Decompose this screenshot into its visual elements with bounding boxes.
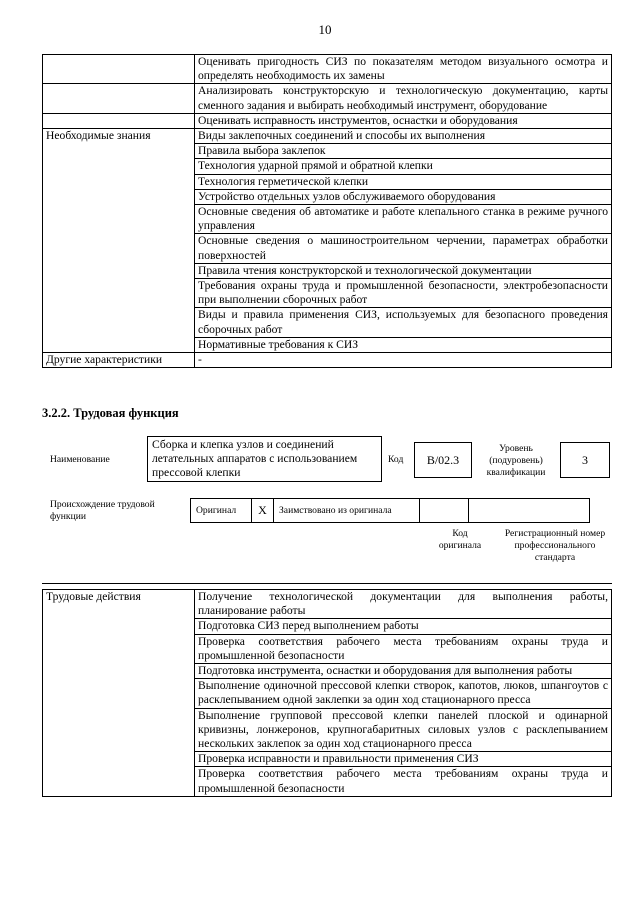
table-cell: Основные сведения о машиностроительном черчении, параметрах обработки поверхностей xyxy=(195,234,612,263)
page-number: 10 xyxy=(318,22,332,37)
code-original-cell xyxy=(419,498,469,523)
borrowed-cell: Заимствовано из оригинала xyxy=(273,498,420,523)
table-cell: Проверка соответствия рабочего места требованиям охраны труда и промышленной безопасности xyxy=(195,767,612,796)
knowledge-label: Необходимые знания xyxy=(43,129,195,353)
function-name-box: Сборка и клепка узлов и соединений летательных аппаратов с использованием прессовой клепки xyxy=(147,436,382,482)
table-cell: Получение технологической документации для выполнения работы, планирование работы xyxy=(195,590,612,619)
reg-number-caption: Регистрационный номер профессионального стандарта xyxy=(504,528,606,563)
labor-actions-table xyxy=(42,589,612,797)
table-cell: Оценивать исправность инструментов, оснастки и оборудования xyxy=(195,113,612,128)
table-label-cell xyxy=(43,113,195,128)
table-cell: Виды заклепочных соединений и способы их выполнения xyxy=(195,129,612,144)
table-row xyxy=(43,55,612,84)
skills-knowledge-table xyxy=(42,54,612,368)
table-cell: Анализировать конструкторскую и технологическую документацию, карты сменного задания и выбирать необходимый инструмент, оборудование xyxy=(195,84,612,113)
table-cell: Подготовка СИЗ перед выполнением работы xyxy=(195,619,612,634)
table-label-cell xyxy=(43,55,195,84)
code-label: Код xyxy=(388,454,404,465)
code-original-caption: Код оригинала xyxy=(438,528,482,551)
table-row xyxy=(43,353,612,368)
original-mark: X xyxy=(251,498,274,523)
table-row xyxy=(43,590,612,619)
table-cell: Виды и правила применения СИЗ, используемых для безопасного проведения сборочных работ xyxy=(195,308,612,337)
origin-label: Происхождение трудовой функции xyxy=(50,499,155,522)
labor-actions-label: Трудовые действия xyxy=(43,590,195,797)
table-cell: Проверка исправности и правильности применения СИЗ xyxy=(195,752,612,767)
other-characteristics-value: - xyxy=(195,353,612,368)
table-cell: Проверка соответствия рабочего места требованиям охраны труда и промышленной безопасности xyxy=(195,634,612,663)
table-row xyxy=(43,113,612,128)
table-cell: Технология герметической клепки xyxy=(195,174,612,189)
table-row xyxy=(43,84,612,113)
table-cell: Выполнение групповой прессовой клепки панелей плоской и одинарной кривизны, лонжеронов, крупногабаритных силовых узлов с расклепыванием нескольких заклепок за один ход стационарного пресса xyxy=(195,708,612,752)
table-cell: Выполнение одиночной прессовой клепки створок, капотов, люков, шпангоутов с расклепыванием одной заклепки за один ход стационарного пресса xyxy=(195,679,612,708)
table-cell: Технология ударной прямой и обратной клепки xyxy=(195,159,612,174)
qualification-level-box: 3 xyxy=(560,442,610,478)
table-cell: Подготовка инструмента, оснастки и оборудования для выполнения работы xyxy=(195,664,612,679)
other-characteristics-label: Другие характеристики xyxy=(43,353,195,368)
table-cell: Основные сведения об автоматике и работе клепального станка в режиме ручного управления xyxy=(195,205,612,234)
table-label-cell xyxy=(43,84,195,113)
function-code-box: B/02.3 xyxy=(414,442,472,478)
reg-number-cell xyxy=(468,498,590,523)
table-row xyxy=(43,129,612,144)
table-cell: Правила выбора заклепок xyxy=(195,144,612,159)
table-cell: Требования охраны труда и промышленной безопасности, электробезопасности при выполнении сборочных работ xyxy=(195,279,612,308)
table-cell: Нормативные требования к СИЗ xyxy=(195,337,612,352)
original-cell: Оригинал xyxy=(190,498,252,523)
table-cell: Правила чтения конструкторской и технологической документации xyxy=(195,263,612,278)
table-cell: Устройство отдельных узлов обслуживаемого оборудования xyxy=(195,189,612,204)
qualification-level-label: Уровень (подуровень) квалификации xyxy=(486,443,546,478)
origin-row xyxy=(191,498,590,523)
name-label: Наименование xyxy=(50,454,110,465)
divider xyxy=(42,583,612,584)
table-cell: Оценивать пригодность СИЗ по показателям методом визуального осмотра и определять необходимость их замены xyxy=(195,55,612,84)
section-title: 3.2.2. Трудовая функция xyxy=(42,406,179,420)
